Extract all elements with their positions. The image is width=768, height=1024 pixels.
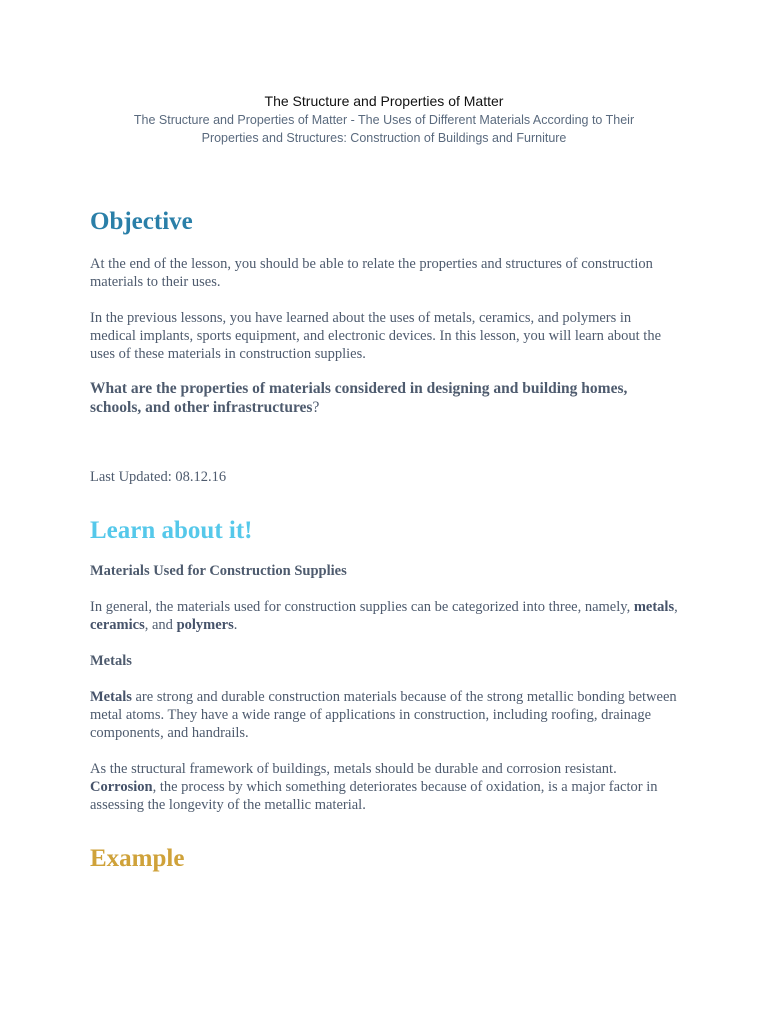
document-subtitle: The Structure and Properties of Matter - The Uses of Different Materials According to Their Properties and Structures: Construction of Buildings and Furniture	[133, 113, 635, 145]
materials-intro-text: In general, the materials used for construction supplies can be categorized into three, namely,	[90, 599, 634, 615]
separator-2: , and	[144, 617, 177, 633]
materials-intro-paragraph	[90, 598, 680, 634]
corrosion-text: , the process by which something deteriorates because of oxidation, is a major factor in assessing the longevity of the metallic material.	[90, 779, 658, 813]
metals-subheading: Metals	[90, 653, 132, 669]
metals-text: are strong and durable construction materials because of the strong metallic bonding between metal atoms. They have a wide range of applications in construction, including roofing, drainage components, and handrails.	[90, 689, 677, 741]
example-heading: Example	[90, 845, 185, 872]
framework-text: As the structural framework of buildings, metals should be durable and corrosion resistant.	[90, 761, 617, 777]
separator-1: ,	[674, 599, 678, 615]
guiding-question	[90, 379, 680, 417]
objective-paragraph: At the end of the lesson, you should be able to relate the properties and structures of construction materials to their uses.	[90, 256, 653, 290]
guiding-question-mark: ?	[312, 399, 320, 416]
term-metals: metals	[633, 599, 675, 615]
term-ceramics: ceramics	[90, 617, 145, 633]
previous-lessons-paragraph: In the previous lessons, you have learned about the uses of metals, ceramics, and polymers in medical implants, sports equipment, and electronic devices. In this lesson, you will learn about the uses of these materials in construction supplies.	[90, 310, 662, 362]
materials-subheading: Materials Used for Construction Supplies	[90, 563, 347, 579]
framework-paragraph	[90, 760, 680, 814]
metals-term: Metals	[90, 689, 132, 705]
document-header	[0, 93, 768, 147]
term-polymers: polymers	[176, 617, 234, 633]
objective-heading: Objective	[90, 208, 193, 235]
learn-heading: Learn about it!	[90, 517, 253, 544]
sentence-end: .	[233, 617, 238, 633]
document-title: The Structure and Properties of Matter	[264, 93, 504, 109]
document-body	[90, 204, 680, 877]
metals-paragraph	[90, 688, 680, 742]
guiding-question-text: What are the properties of materials considered in designing and building homes, schools, and other infrastructures	[90, 380, 628, 416]
corrosion-term: Corrosion	[90, 779, 153, 795]
last-updated: Last Updated: 08.12.16	[90, 469, 227, 485]
